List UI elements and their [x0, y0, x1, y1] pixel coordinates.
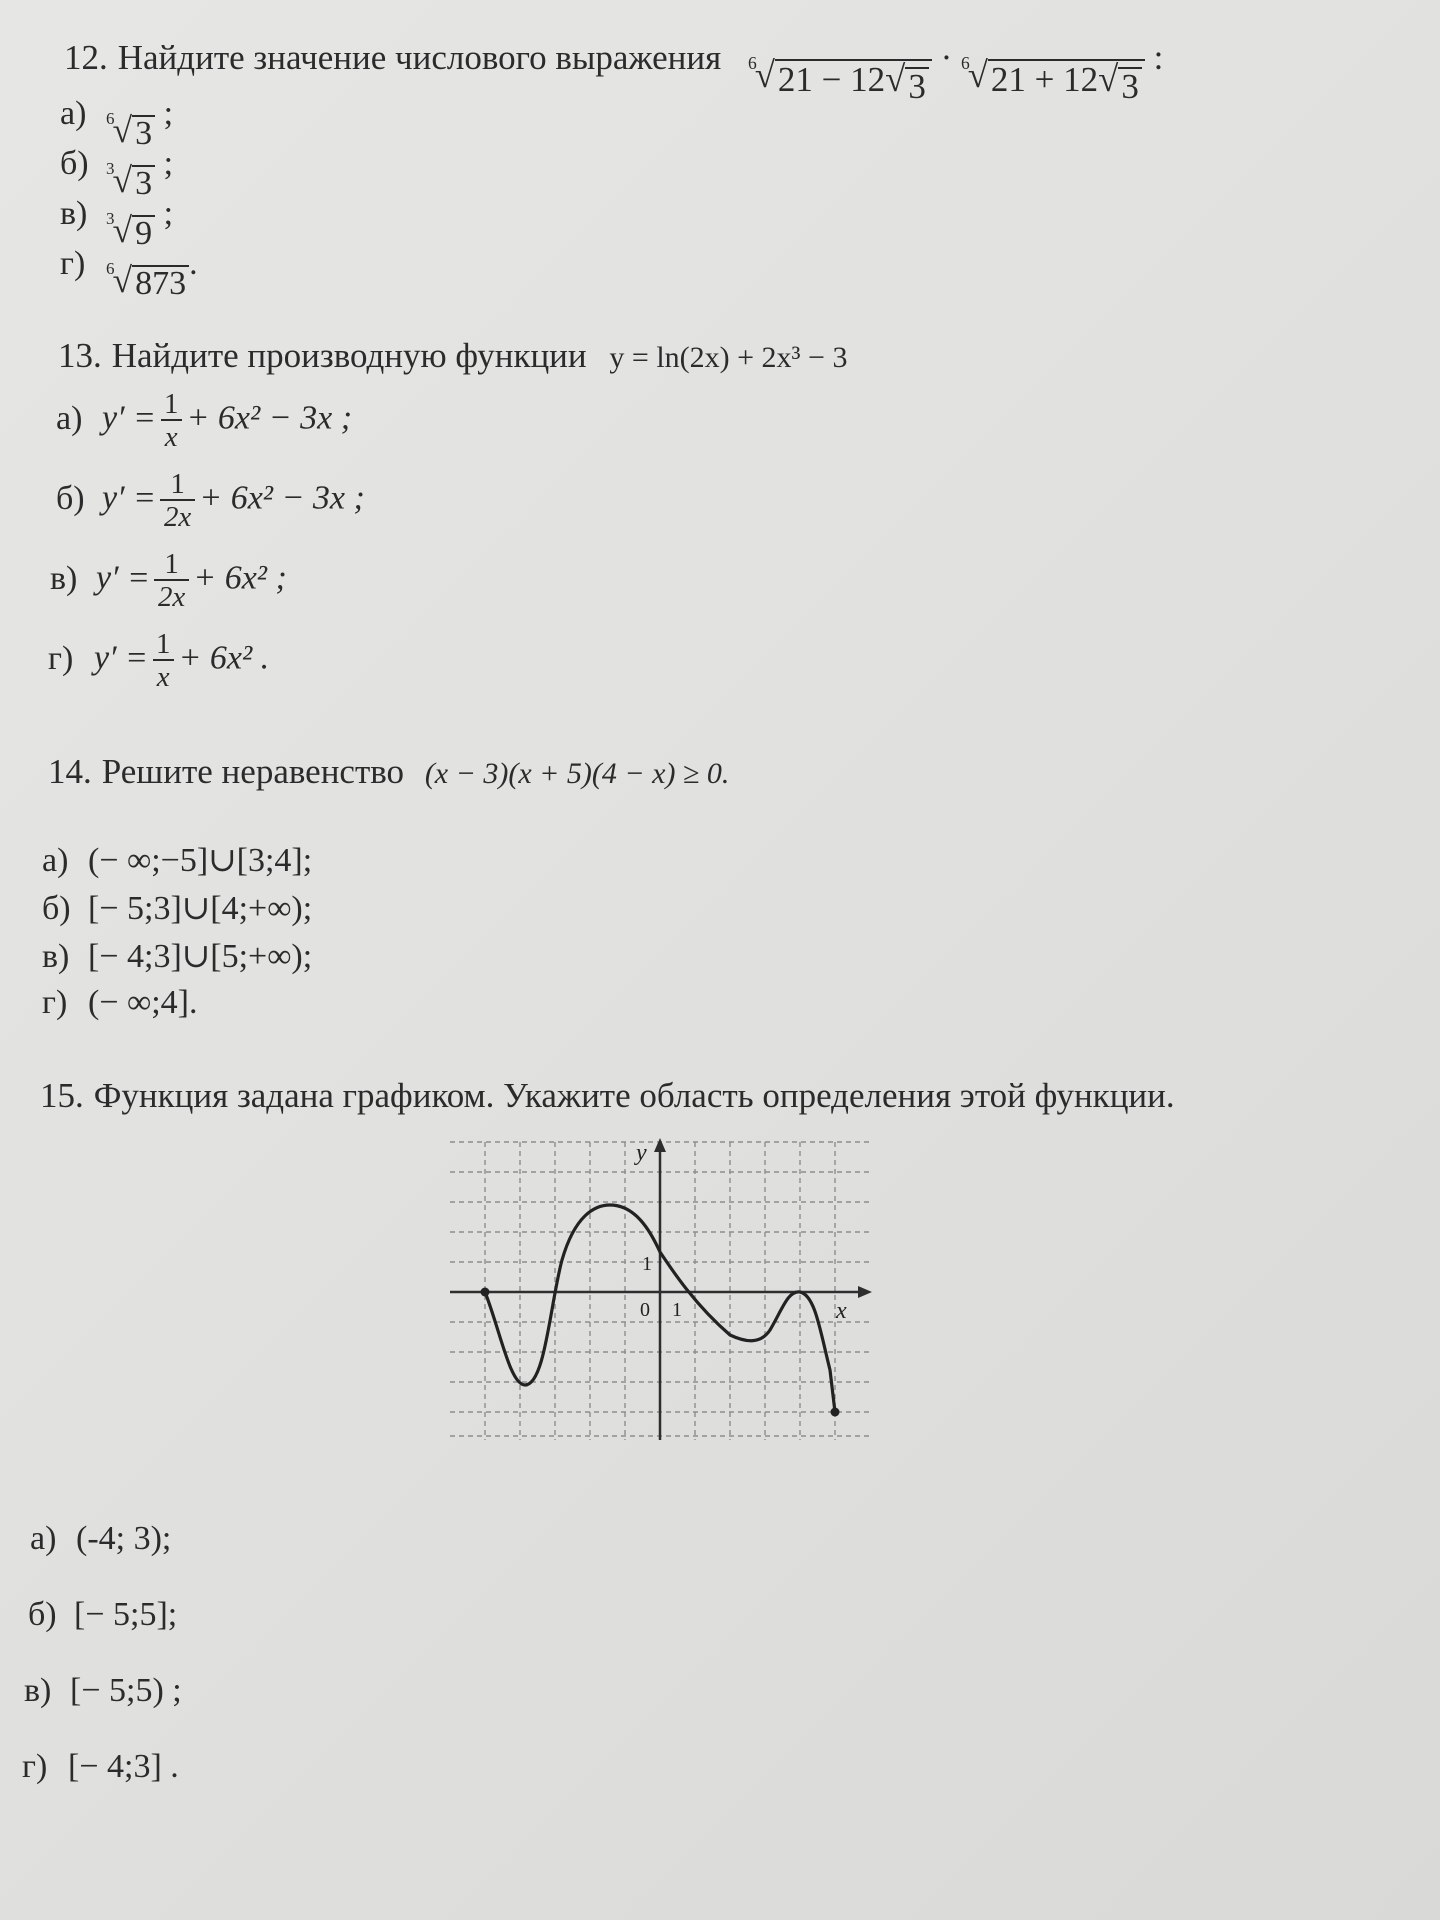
q15-option-c[interactable]: в) [− 5;5) ; [24, 1672, 182, 1709]
origin-label: 0 [640, 1299, 650, 1321]
q14-option-d[interactable]: г) (− ∞;4]. [42, 984, 198, 1021]
q12-expression: 6 √ 21 − 12 √ 3 · 6 √ 21 + 12 √ 3 : [747, 38, 1164, 106]
q14-option-a[interactable]: а) (− ∞;−5]∪[3;4]; [42, 842, 313, 879]
q14-option-b[interactable]: б) [− 5;3]∪[4;+∞); [42, 890, 313, 927]
x-axis-label: x [836, 1298, 847, 1324]
q13-option-a[interactable]: а) y′ = $\frac{1}{x}$ + 6x² − 3x ; [56, 388, 353, 453]
q12-option-b[interactable]: б) 3 √ 3 ; [60, 145, 174, 202]
q12-number: 12. [64, 38, 108, 77]
left-endpoint [481, 1288, 490, 1297]
y-unit-label: 1 [642, 1253, 652, 1275]
q13-title [58, 336, 847, 376]
x-axis-arrow [858, 1286, 872, 1298]
q15-text: Функция задана графиком. Укажите область определения этой функции. [93, 1076, 1175, 1115]
q14-text: Решите неравенство [101, 752, 405, 791]
function-graph-svg [440, 1130, 880, 1450]
q12-option-c[interactable]: в) 3 √ 9 ; [60, 195, 174, 252]
q13-option-c[interactable]: в) y′ = $\frac{1}{2x}$ + 6x² ; [50, 548, 287, 613]
q13-option-d[interactable]: г) y′ = $\frac{1}{x}$ + 6x² . [48, 628, 270, 693]
q15-option-a[interactable]: а) (-4; 3); [30, 1520, 172, 1557]
q14-title [48, 752, 729, 792]
function-graph [440, 1130, 880, 1450]
q12-option-a[interactable]: а) 6 √ 3 ; [60, 95, 174, 152]
q14-number: 14. [48, 752, 92, 791]
q13-function: y = ln(2x) + 2x³ − 3 [609, 341, 848, 374]
right-endpoint [831, 1408, 840, 1417]
q12-option-d[interactable]: г) 6 √ 873 . [60, 245, 198, 302]
q14-expression: (x − 3)(x + 5)(4 − x) ≥ 0. [424, 757, 730, 790]
y-axis-arrow [654, 1138, 666, 1152]
y-axis-label: y [636, 1140, 647, 1166]
q13-number: 13. [58, 336, 102, 375]
q12-title [64, 38, 1163, 104]
q13-option-b[interactable]: б) y′ = $\frac{1}{2x}$ + 6x² − 3x ; [56, 468, 365, 533]
q15-option-d[interactable]: г) [− 4;3] . [22, 1748, 179, 1785]
q15-title [40, 1076, 1175, 1116]
q13-text: Найдите производную функции [111, 336, 587, 375]
q15-option-b[interactable]: б) [− 5;5]; [28, 1596, 178, 1633]
q15-number: 15. [40, 1076, 84, 1115]
x-unit-label: 1 [672, 1299, 682, 1321]
q14-option-c[interactable]: в) [− 4;3]∪[5;+∞); [42, 938, 313, 975]
q12-text: Найдите значение числового выражения [117, 38, 722, 77]
